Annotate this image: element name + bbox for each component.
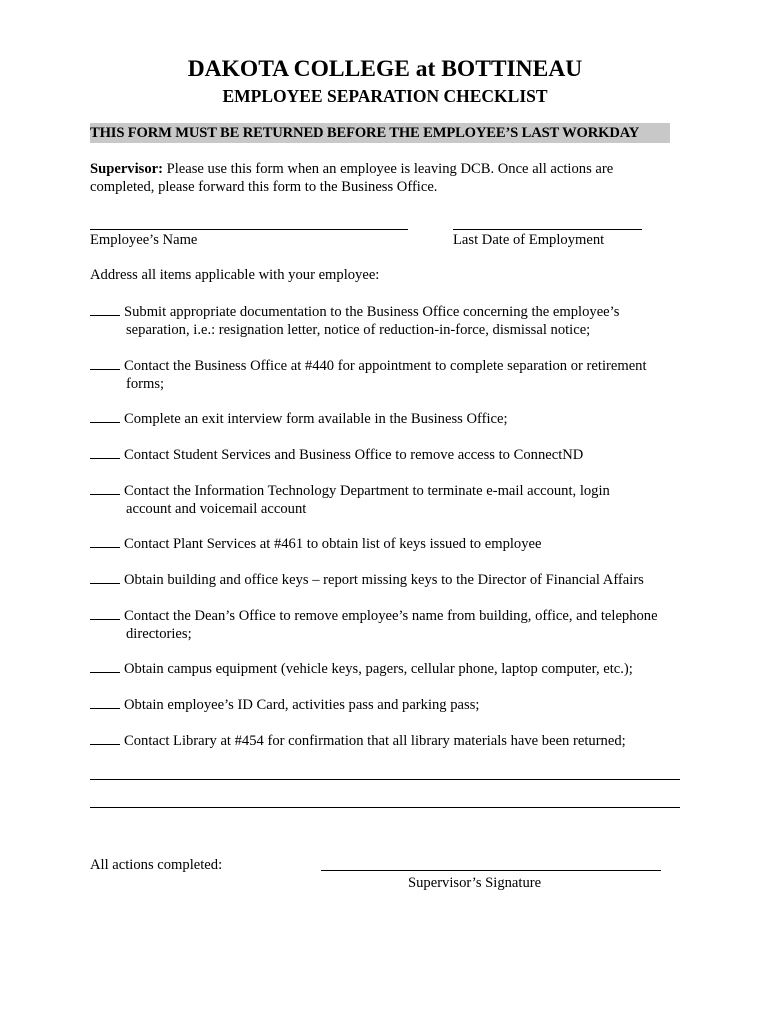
check-blank[interactable] (90, 731, 120, 745)
checklist-item (90, 534, 690, 553)
item-text: Contact the Business Office at #440 for appointment to complete separation or retirement (124, 358, 647, 374)
checklist-item (90, 409, 690, 428)
check-blank[interactable] (90, 356, 120, 370)
supervisor-label: Supervisor: (90, 161, 163, 177)
checklist-item (90, 445, 690, 464)
last-date-line[interactable] (453, 229, 642, 230)
item-text: Contact the Dean’s Office to remove employee’s name from building, office, and telephone (124, 608, 658, 624)
checklist-item (90, 570, 690, 589)
return-notice: THIS FORM MUST BE RETURNED BEFORE THE EMPLOYEE’S LAST WORKDAY (90, 123, 670, 143)
item-text: Contact the Information Technology Department to terminate e-mail account, login (124, 483, 610, 499)
check-blank[interactable] (90, 302, 120, 316)
item-text: Contact Plant Services at #461 to obtain list of keys issued to employee (124, 536, 542, 552)
item-text: Contact Student Services and Business Office to remove access to ConnectND (124, 447, 584, 463)
item-text-continued: account and voicemail account (126, 501, 307, 517)
employee-name-line[interactable] (90, 229, 408, 230)
supervisor-instructions (90, 160, 680, 196)
notes-line[interactable] (90, 779, 680, 780)
check-blank[interactable] (90, 445, 120, 459)
signature-label: Supervisor’s Signature (408, 875, 542, 891)
checklist-item (90, 695, 690, 714)
item-text: Complete an exit interview form available in the Business Office; (124, 411, 508, 427)
check-blank[interactable] (90, 606, 120, 620)
checklist-item (90, 481, 690, 518)
item-text-continued: forms; (126, 376, 165, 392)
check-blank[interactable] (90, 570, 120, 584)
check-blank[interactable] (90, 659, 120, 673)
item-text-continued: directories; (126, 626, 192, 642)
checklist-item (90, 606, 690, 643)
college-title: DAKOTA COLLEGE at BOTTINEAU (187, 56, 583, 82)
item-text: Obtain employee’s ID Card, activities pass and parking pass; (124, 697, 480, 713)
item-text: Contact Library at #454 for confirmation that all library materials have been returned; (124, 733, 626, 749)
signature-line[interactable] (321, 870, 661, 871)
checklist-item (90, 659, 690, 678)
form-title: EMPLOYEE SEPARATION CHECKLIST (222, 86, 548, 106)
check-blank[interactable] (90, 481, 120, 495)
check-blank[interactable] (90, 534, 120, 548)
check-blank[interactable] (90, 695, 120, 709)
checklist-item (90, 302, 690, 339)
item-text-continued: separation, i.e.: resignation letter, notice of reduction-in-force, dismissal notice; (126, 322, 591, 338)
supervisor-instructions-text: Please use this form when an employee is leaving DCB. Once all actions are completed, please forward this form to the Business Office. (90, 161, 614, 195)
item-text: Obtain campus equipment (vehicle keys, pagers, cellular phone, laptop computer, etc.); (124, 661, 633, 677)
item-text: Obtain building and office keys – report missing keys to the Director of Financial Affairs (124, 572, 644, 588)
checklist-item (90, 731, 690, 750)
notes-line[interactable] (90, 807, 680, 808)
instruction-text: Address all items applicable with your employee: (90, 267, 380, 283)
check-blank[interactable] (90, 409, 120, 423)
employee-name-label: Employee’s Name (90, 232, 198, 248)
last-date-label: Last Date of Employment (453, 232, 605, 248)
actions-completed-label: All actions completed: (90, 857, 223, 873)
checklist-item (90, 356, 690, 393)
item-text: Submit appropriate documentation to the Business Office concerning the employee’s (124, 304, 620, 320)
